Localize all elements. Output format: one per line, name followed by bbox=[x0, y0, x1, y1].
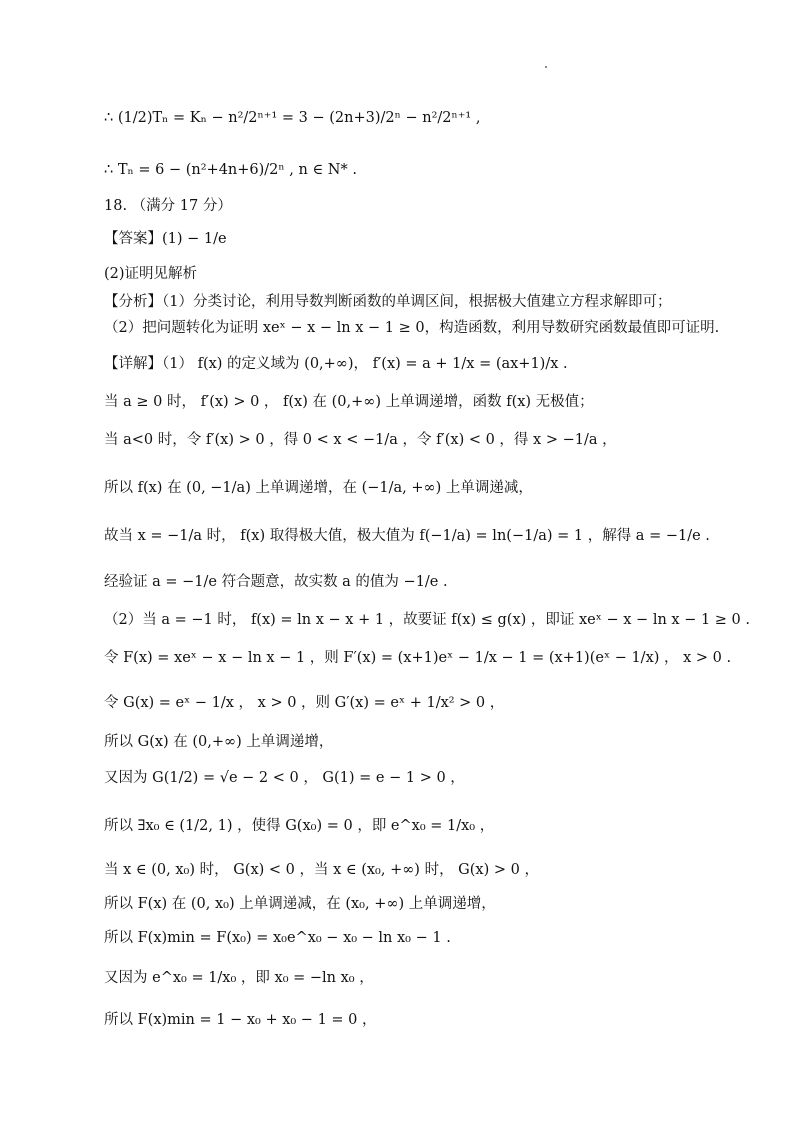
text-line: 所以 ∃x₀ ∈ (1/2, 1) ，使得 G(x₀) = 0 ，即 e^x₀ = 1/x₀ ， bbox=[104, 818, 495, 834]
text-line: （2）当 a = −1 时， f(x) = ln x − x + 1 ，故要证 f(x) ≤ g(x) ，即证 xeˣ − x − ln x − 1 ≥ 0 . bbox=[104, 612, 750, 628]
text-line: 所以 F(x)min = 1 − x₀ + x₀ − 1 = 0 ， bbox=[104, 1012, 377, 1028]
scan-dot bbox=[545, 66, 547, 68]
text-line: 【分析】（1）分类讨论，利用导数判断函数的单调区间，根据极大值建立方程求解即可； bbox=[104, 294, 672, 310]
text-line: 当 x ∈ (0, x₀) 时， G(x) < 0 ，当 x ∈ (x₀, +∞) 时， G(x) > 0 ， bbox=[104, 862, 539, 878]
text-line: 18. （满分 17 分） bbox=[104, 198, 232, 214]
text-line: 经验证 a = −1/e 符合题意，故实数 a 的值为 −1/e . bbox=[104, 574, 448, 590]
text-line: 所以 G(x) 在 (0,+∞) 上单调递增， bbox=[104, 734, 334, 750]
text-line: 当 a ≥ 0 时， f′(x) > 0 ， f(x) 在 (0,+∞) 上单调递增，函数 f(x) 无极值； bbox=[104, 394, 594, 410]
text-line: 又因为 G(1/2) = √e − 2 < 0 ， G(1) = e − 1 > 0 ， bbox=[104, 770, 465, 786]
text-line: （2）把问题转化为证明 xeˣ − x − ln x − 1 ≥ 0，构造函数，利用导数研究函数最值即可证明. bbox=[104, 320, 720, 336]
text-line: 令 F(x) = xeˣ − x − ln x − 1 ，则 F′(x) = (x+1)eˣ − 1/x − 1 = (x+1)(eˣ − 1/x) ， x > 0 . bbox=[104, 650, 732, 666]
text-line: 【详解】（1） f(x) 的定义域为 (0,+∞)， f′(x) = a + 1/x = (ax+1)/x . bbox=[104, 356, 568, 372]
text-line: ∴ Tₙ = 6 − (n²+4n+6)/2ⁿ , n ∈ N* . bbox=[104, 162, 357, 178]
text-line: 故当 x = −1/a 时， f(x) 取得极大值，极大值为 f(−1/a) = ln(−1/a) = 1 ，解得 a = −1/e . bbox=[104, 528, 710, 544]
text-line: (2)证明见解析 bbox=[104, 266, 198, 282]
text-line: 所以 f(x) 在 (0, −1/a) 上单调递增，在 (−1/a, +∞) 上单调递减， bbox=[104, 480, 533, 496]
text-line: 所以 F(x) 在 (0, x₀) 上单调递减，在 (x₀, +∞) 上单调递增， bbox=[104, 896, 496, 912]
text-line: 又因为 e^x₀ = 1/x₀ ，即 x₀ = −ln x₀ ， bbox=[104, 970, 374, 986]
text-line: 所以 F(x)min = F(x₀) = x₀e^x₀ − x₀ − ln x₀ − 1 . bbox=[104, 930, 451, 946]
text-line: 令 G(x) = eˣ − 1/x ， x > 0 ，则 G′(x) = eˣ + 1/x² > 0 ， bbox=[104, 695, 505, 711]
text-line: 当 a<0 时，令 f′(x) > 0 ，得 0 < x < −1/a ，令 f′(x) < 0 ，得 x > −1/a ， bbox=[104, 432, 617, 448]
text-line: 【答案】(1) − 1/e bbox=[104, 231, 227, 247]
text-line: ∴ (1/2)Tₙ = Kₙ − n²/2ⁿ⁺¹ = 3 − (2n+3)/2ⁿ − n²/2ⁿ⁺¹ , bbox=[104, 110, 481, 126]
